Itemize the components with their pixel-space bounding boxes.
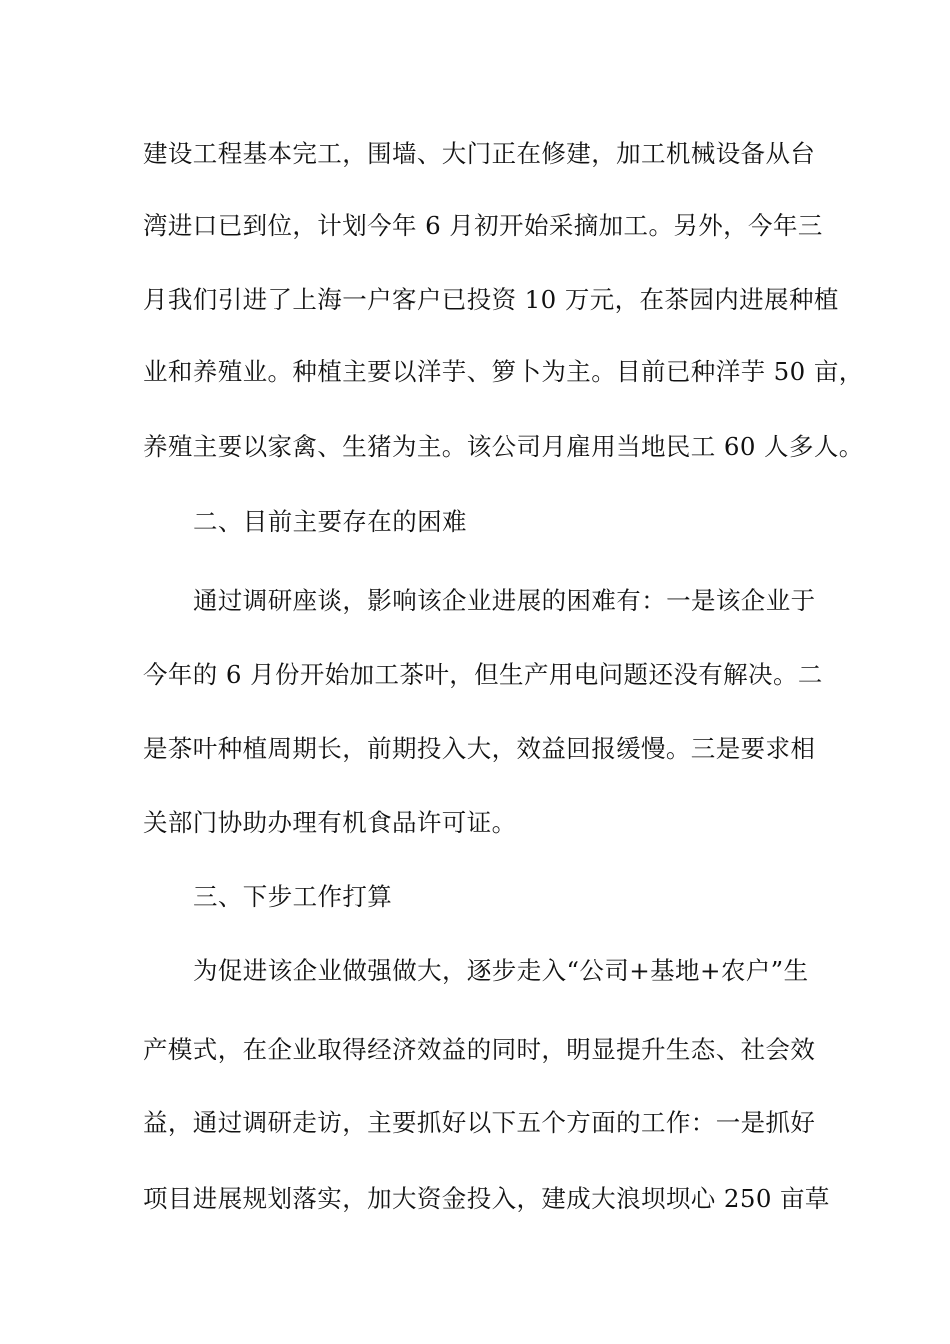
section-heading: 三、下步工作打算: [193, 882, 393, 911]
section-heading: 二、目前主要存在的困难: [193, 507, 467, 536]
paragraph-line: 关部门协助办理有机食品许可证。: [143, 808, 517, 837]
paragraph-line: 月我们引进了上海一户客户已投资 10 万元，在茶园内进展种植: [143, 285, 839, 314]
paragraph-line: 益，通过调研走访，主要抓好以下五个方面的工作：一是抓好: [143, 1108, 816, 1137]
paragraph-line: 产模式，在企业取得经济效益的同时，明显提升生态、社会效: [143, 1035, 816, 1064]
paragraph-line: 通过调研座谈，影响该企业进展的困难有：一是该企业于: [193, 586, 816, 615]
paragraph-line: 今年的 6 月份开始加工茶叶，但生产用电问题还没有解决。二: [143, 660, 823, 689]
paragraph-line: 是茶叶种植周期长，前期投入大，效益回报缓慢。三是要求相: [143, 734, 816, 763]
paragraph-line: 养殖主要以家禽、生猪为主。该公司月雇用当地民工 60 人多人。: [143, 432, 864, 461]
paragraph-line: 项目进展规划落实，加大资金投入，建成大浪坝坝心 250 亩草: [143, 1184, 830, 1213]
paragraph-line: 业和养殖业。种植主要以洋芋、箩卜为主。目前已种洋芋 50 亩，: [143, 357, 864, 386]
paragraph-line: 为促进该企业做强做大，逐步走入“公司+基地+农户”生: [193, 956, 809, 985]
paragraph-line: 建设工程基本完工，围墙、大门正在修建，加工机械设备从台: [143, 139, 816, 168]
paragraph-line: 湾进口已到位，计划今年 6 月初开始采摘加工。另外，今年三: [143, 211, 823, 240]
